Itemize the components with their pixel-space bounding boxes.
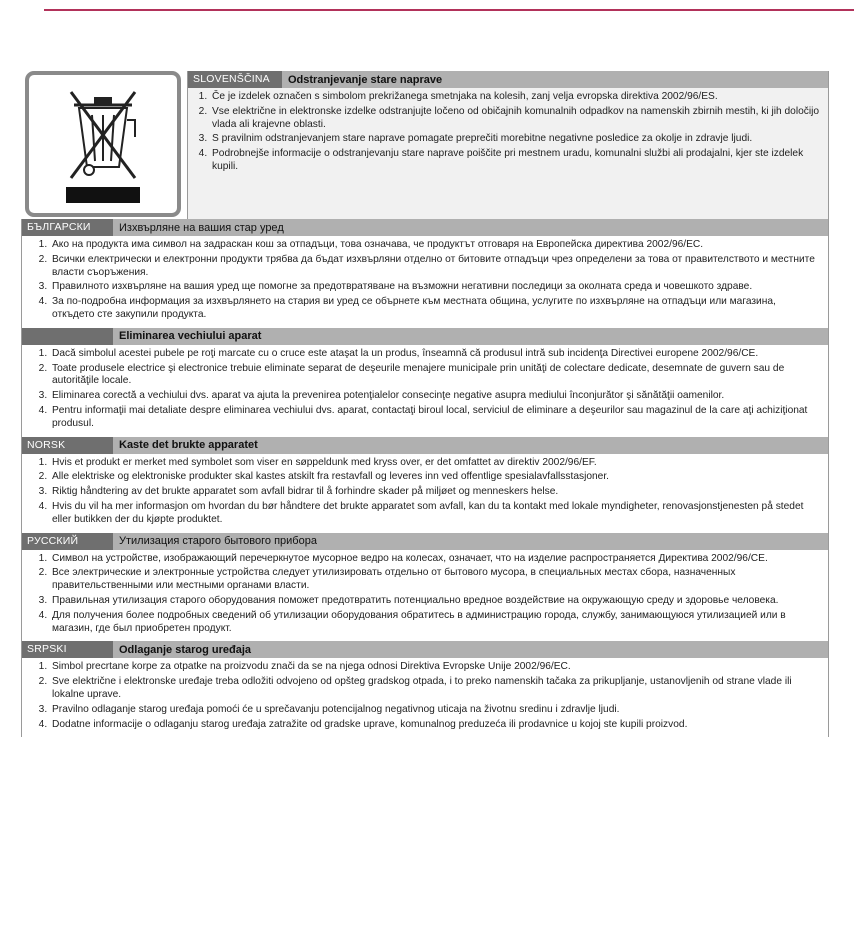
list-item: 4. Для получения более подробных сведений об утилизации оборудования обратитесь в администрацию города, службу, занимающуюся утилизацией или в магазин, где был приобретен продукт.	[50, 610, 820, 636]
section-title: Odstranjevanje stare naprave	[288, 73, 443, 86]
section-norsk	[21, 437, 829, 533]
section-title: Odlaganje starog uređaja	[119, 643, 252, 656]
list-item: 2. Alle elektriske og elektroniske produkter skal kastes atskilt fra restavfall og leveres inn ved offentlige spesialavfallsstasjoner.	[50, 471, 820, 484]
instruction-list	[22, 345, 828, 437]
section-title: Eliminarea vechiului aparat	[119, 330, 262, 343]
list-item: 1. Символ на устройстве, изображающий перечеркнутое мусорное ведро на колесах, означает, что на изделие распространяется Директива 2002/96/CE.	[50, 553, 820, 566]
list-item: 1. Simbol precrtane korpe za otpatke na proizvodu znači da se na njega odnosi Direktiva Evropske Unije 2002/96/EC.	[50, 661, 820, 674]
section-header	[188, 71, 828, 88]
top-accent-line	[44, 9, 854, 11]
list-item: 4. Dodatne informacije o odlaganju starog uređaja zatražite od gradske uprave, komunalnog preduzeća ili prodavnice u kojoj ste kupili proizvod.	[50, 719, 820, 732]
instruction-list	[188, 88, 828, 180]
list-item: 4. Podrobnejše informacije o odstranjevanju stare naprave poiščite pri mestnem uradu, komunalni službi ali prodajalni, kjer ste izdelek kupili.	[210, 148, 820, 174]
instruction-list	[22, 454, 828, 533]
instruction-list	[22, 658, 828, 737]
section-russkiy	[21, 533, 829, 642]
section-bulgarski	[21, 219, 829, 328]
list-item: 1. Če je izdelek označen s simbolom prekrižanega smetnjaka na kolesih, zanj velja evropska direktiva 2002/96/ES.	[210, 91, 820, 104]
list-item: 2. Vse električne in elektronske izdelke odstranjujte ločeno od običajnih komunalnih odpadkov na namenskih zbirnih mestih, ki jih določijo vlada ali krajevne oblasti.	[210, 106, 820, 132]
language-label: РУССКИЙ	[22, 533, 113, 550]
section-slovenscina-content	[187, 71, 829, 219]
instruction-list	[22, 236, 828, 328]
crossed-bin-icon	[29, 75, 177, 213]
section-title: Утилизация старого бытового прибора	[119, 535, 317, 548]
list-item: 2. Toate produsele electrice şi electronice trebuie eliminate separat de deşeurile menajere municipale prin unităţi de colectare dedicate, desemnate de guvern sau de autorităţile locale.	[50, 363, 820, 389]
list-item: 4. За по-подробна информация за изхвърлянето на стария ви уред се обърнете към местната община, услугите по изхвърляне на отпадъци или магазина, откъдето сте закупили продукта.	[50, 296, 820, 322]
list-item: 4. Pentru informaţii mai detaliate despre eliminarea vechiului dvs. aparat, contactaţi biroul local, serviciul de eliminare a deşeurilor sau magazinul de la care aţi achiziţionat produsul.	[50, 405, 820, 431]
section-header	[22, 219, 828, 236]
list-item: 1. Hvis et produkt er merket med symbolet som viser en søppeldunk med kryss over, er det omfattet av direktiv 2002/96/EF.	[50, 457, 820, 470]
list-item: 3. Pravilno odlaganje starog uređaja pomoći će u sprečavanju potencijalnog negativnog uticaja na životnu sredinu i zdravlje ljudi.	[50, 704, 820, 717]
section-srpski	[21, 641, 829, 737]
section-header	[22, 328, 828, 345]
section-header	[22, 437, 828, 454]
language-label: SLOVENŠČINA	[188, 71, 282, 88]
list-item: 3. S pravilnim odstranjevanjem stare naprave pomagate preprečiti morebitne negativne posledice za okolje in zdravje ljudi.	[210, 133, 820, 146]
language-label	[22, 328, 113, 345]
section-romana	[21, 328, 829, 437]
section-title: Kaste det brukte apparatet	[119, 439, 258, 452]
list-item: 3. Правилното изхвърляне на вашия уред ще помогне за предотвратяване на възможни негативни последици за околната среда и човешкото здраве.	[50, 281, 820, 294]
language-label: SRPSKI	[22, 641, 113, 658]
list-item: 2. Sve električne i elektronske uređaje treba odložiti odvojeno od opšteg gradskog otpada, i to preko namenskih tačaka za prikupljanje, ustanovljenih od strane vlade ili lokalne uprave.	[50, 676, 820, 702]
list-item: 3. Eliminarea corectă a vechiului dvs. aparat va ajuta la prevenirea potenţialelor consecinţe negative asupra mediului înconjurător şi sănătăţii oamenilor.	[50, 390, 820, 403]
list-item: 1. Dacă simbolul acestei pubele pe roţi marcate cu o cruce este ataşat la un produs, înseamnă că produsul intră sub incidenţa Directivei europene 2002/96/CE.	[50, 348, 820, 361]
instruction-list	[22, 550, 828, 642]
list-item: 1. Ако на продукта има символ на задраскан кош за отпадъци, това означава, че продуктът отговаря на Европейска директива 2002/96/EC.	[50, 239, 820, 252]
section-header	[22, 641, 828, 658]
list-item: 3. Riktig håndtering av det brukte apparatet som avfall bidrar til å forhindre skader på miljøet og menneskers helse.	[50, 486, 820, 499]
section-header	[22, 533, 828, 550]
language-label: БЪЛГАРСКИ	[22, 219, 113, 236]
list-item: 4. Hvis du vil ha mer informasjon om hvordan du bør håndtere det brukte apparatet som avfall, kan du ta kontakt med lokale myndigheter, renovasjonstjenesten på stedet eller butikken der du kjøpte produktet.	[50, 501, 820, 527]
weee-logo	[25, 71, 181, 217]
section-title: Изхвърляне на вашия стар уред	[119, 221, 284, 234]
document	[21, 71, 829, 737]
section-slovenscina	[21, 71, 829, 219]
list-item: 2. Все электрические и электронные устройства следует утилизировать отдельно от бытового мусора, в специальных местах сбора, назначенных правительственными или местными органами власти.	[50, 567, 820, 593]
language-label: NORSK	[22, 437, 113, 454]
list-item: 3. Правильная утилизация старого оборудования поможет предотвратить потенциально вредное воздействие на окружающую среду и здоровье человека.	[50, 595, 820, 608]
list-item: 2. Всички електрически и електронни продукти трябва да бъдат изхвърляни отделно от битовите отпадъци чрез определени за това от правителството и местните власти съоръжения.	[50, 254, 820, 280]
